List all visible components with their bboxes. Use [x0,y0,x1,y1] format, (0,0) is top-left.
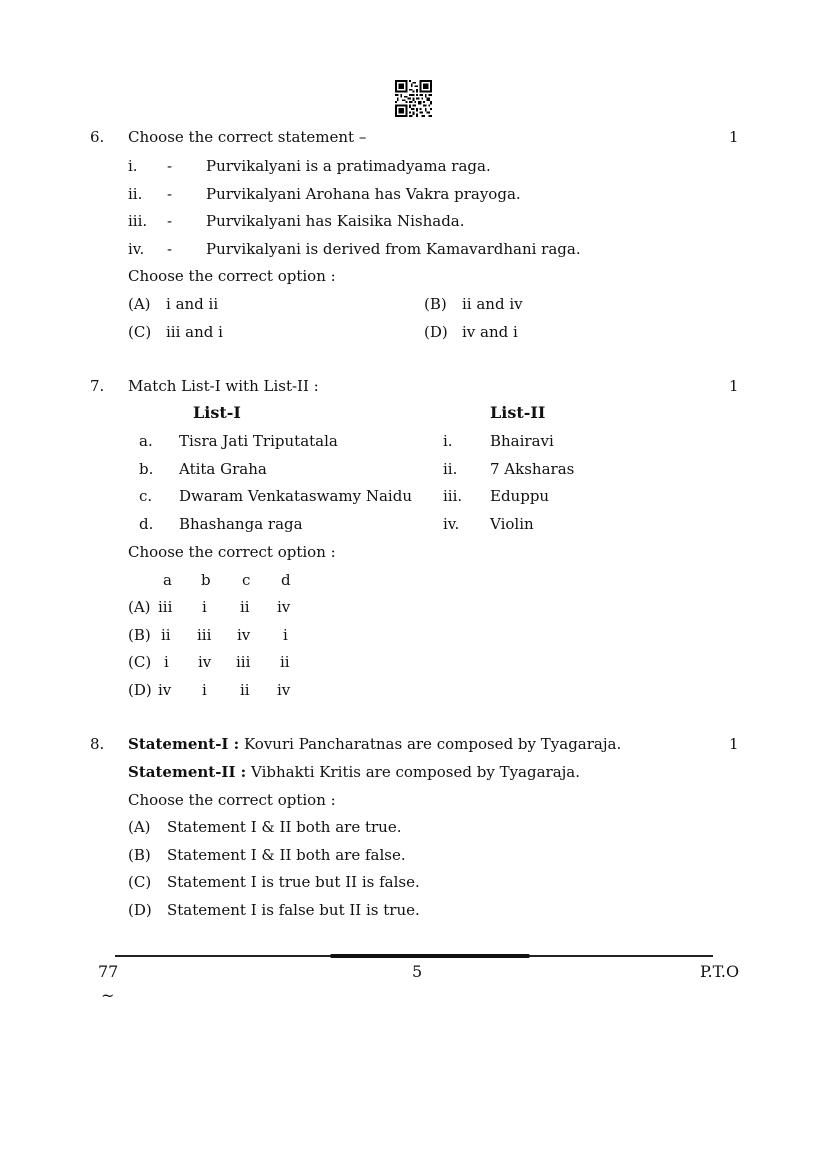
q6-statement-dash: - [167,185,173,203]
q6-statement-text: Purvikalyani has Kaisika Nishada. [206,212,465,230]
match-value: iii [158,598,173,616]
list2-item: Violin [490,515,534,533]
match-value: ii [161,626,171,644]
list2-key: i. [443,432,453,450]
q6-number: 6. [90,128,105,146]
match-option-label: (B) [128,626,151,644]
statement-2 [128,763,580,781]
page-number: 5 [412,962,423,981]
paper-code: 77 [98,962,119,981]
q6-option-label: (B) [424,295,447,313]
q8-option-text: Statement I is true but II is false. [167,873,420,891]
q6-choose-instruction: Choose the correct option : [128,267,336,285]
q7-choose-instruction: Choose the correct option : [128,543,336,561]
match-option-label: (A) [128,598,151,616]
qr-code [395,80,432,117]
match-value: iii [236,653,251,671]
q8-option-label: (C) [128,873,152,891]
match-value: i [202,681,207,699]
statement-1-text: Kovuri Pancharatnas are composed by Tyagaraja. [244,735,622,753]
q6-statement-num: iii. [128,212,148,230]
match-value: iv [277,681,291,699]
match-value: ii [240,681,250,699]
q8-choose-instruction: Choose the correct option : [128,791,336,809]
q6-option-label: (A) [128,295,151,313]
list2-header: List-II [490,403,546,422]
list2-key: ii. [443,460,458,478]
match-column-header: c [242,571,251,589]
match-value: i [283,626,288,644]
q8-option-text: Statement I & II both are false. [167,846,406,864]
match-value: iii [197,626,212,644]
q6-prompt: Choose the correct statement – [128,128,367,146]
match-value: ii [280,653,290,671]
list1-key: a. [139,432,153,450]
q6-statement-text: Purvikalyani is a pratimadyama raga. [206,157,491,175]
q8-option-label: (D) [128,901,152,919]
q6-statement-num: i. [128,157,138,175]
list1-key: d. [139,515,154,533]
q6-option-text: i and ii [166,295,219,313]
match-value: i [164,653,169,671]
q6-statement-dash: - [167,212,173,230]
pto-label: P.T.O [700,962,740,981]
match-value: iv [198,653,212,671]
q6-statement-dash: - [167,240,173,258]
list1-item: Bhashanga raga [179,515,303,533]
match-value: ii [240,598,250,616]
list2-item: Eduppu [490,487,550,505]
q8-option-label: (A) [128,818,151,836]
q6-statement-num: ii. [128,185,143,203]
list1-header: List-I [193,403,241,422]
q7-prompt: Match List-I with List-II : [128,377,319,395]
match-column-header: a [163,571,172,589]
q6-option-label: (C) [128,323,152,341]
q6-statement-text: Purvikalyani Arohana has Vakra prayoga. [206,185,521,203]
list1-item: Tisra Jati Triputatala [179,432,338,450]
list2-item: Bhairavi [490,432,554,450]
q6-option-label: (D) [424,323,448,341]
match-value: iv [158,681,172,699]
statement-1 [128,735,621,753]
q8-option-label: (B) [128,846,151,864]
q6-option-text: ii and iv [462,295,523,313]
match-value: i [202,598,207,616]
list2-key: iii. [443,487,463,505]
footer-divider-accent [330,954,530,958]
match-option-label: (D) [128,681,152,699]
q7-number: 7. [90,377,105,395]
list1-item: Dwaram Venkataswamy Naidu [179,487,412,505]
match-column-header: d [281,571,291,589]
q8-option-text: Statement I & II both are true. [167,818,402,836]
q6-option-text: iii and i [166,323,223,341]
q8-option-text: Statement I is false but II is true. [167,901,420,919]
match-option-label: (C) [128,653,152,671]
q8-number: 8. [90,735,105,753]
list1-key: b. [139,460,154,478]
q6-statement-dash: - [167,157,173,175]
list1-item: Atita Graha [179,460,267,478]
q6-option-text: iv and i [462,323,518,341]
statement-1-label: Statement-I : [128,735,240,753]
q6-statement-num: iv. [128,240,145,258]
statement-2-text: Vibhakti Kritis are composed by Tyagaraja. [251,763,581,781]
match-column-header: b [201,571,211,589]
q8-marks: 1 [729,735,739,753]
list2-item: 7 Aksharas [490,460,575,478]
match-value: iv [277,598,291,616]
match-value: iv [237,626,251,644]
q6-statement-text: Purvikalyani is derived from Kamavardhani raga. [206,240,581,258]
q7-marks: 1 [729,377,739,395]
list2-key: iv. [443,515,460,533]
q6-marks: 1 [729,128,739,146]
list1-key: c. [139,487,153,505]
statement-2-label: Statement-II : [128,763,247,781]
footer-tilde: ~ [101,986,115,1005]
